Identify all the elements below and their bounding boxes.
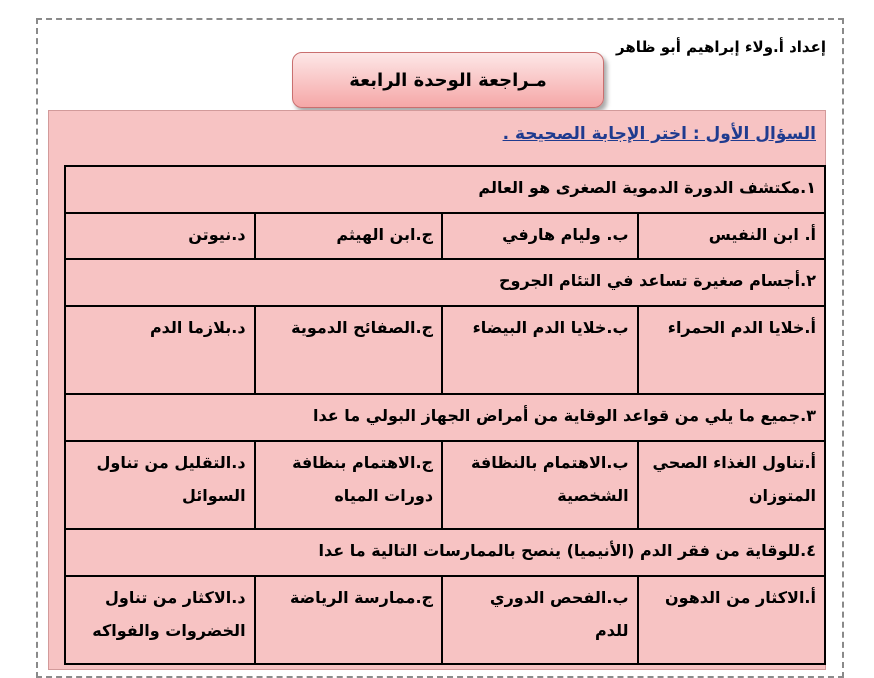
options-row	[65, 213, 825, 259]
option-c[interactable]: ج.الاهتمام بنظافة دورات المياه	[255, 441, 443, 529]
question-text: ٣.جميع ما يلي من قواعد الوقاية من أمراض الجهاز البولي ما عدا	[65, 394, 825, 441]
unit-title: مـراجعة الوحدة الرابعة	[349, 69, 547, 91]
question-heading: السؤال الأول : اختر الإجابة الصحيحة .	[502, 124, 816, 144]
options-row	[65, 441, 825, 529]
unit-title-box	[292, 52, 604, 108]
question-text: ٤.للوقاية من فقر الدم (الأنيميا) ينصح بالممارسات التالية ما عدا	[65, 529, 825, 576]
option-d[interactable]: د.الاكثار من تناول الخضروات والفواكه	[65, 576, 255, 664]
option-a[interactable]: أ.تناول الغذاء الصحي المتوزان	[638, 441, 825, 529]
options-row	[65, 306, 825, 394]
question-row	[65, 394, 825, 441]
question-row	[65, 166, 825, 213]
options-row	[65, 576, 825, 664]
option-b[interactable]: ب.الاهتمام بالنظافة الشخصية	[442, 441, 638, 529]
author-credit: إعداد أ.ولاء إبراهيم أبو ظاهر	[616, 38, 826, 56]
option-c[interactable]: ج.ممارسة الرياضة	[255, 576, 443, 664]
option-d[interactable]: د.التقليل من تناول السوائل	[65, 441, 255, 529]
question-text: ١.مكتشف الدورة الدموية الصغرى هو العالم	[65, 166, 825, 213]
option-b[interactable]: ب.الفحص الدوري للدم	[442, 576, 638, 664]
option-c[interactable]: ج.ابن الهيثم	[255, 213, 443, 259]
option-b[interactable]: ب. وليام هارفي	[442, 213, 638, 259]
option-a[interactable]: أ.خلايا الدم الحمراء	[638, 306, 825, 394]
option-c[interactable]: ج.الصفائح الدموية	[255, 306, 443, 394]
question-row	[65, 259, 825, 306]
quiz-table	[64, 165, 826, 665]
option-d[interactable]: د.نيوتن	[65, 213, 255, 259]
option-d[interactable]: د.بلازما الدم	[65, 306, 255, 394]
question-row	[65, 529, 825, 576]
question-text: ٢.أجسام صغيرة تساعد في التئام الجروح	[65, 259, 825, 306]
option-a[interactable]: أ. ابن النفيس	[638, 213, 825, 259]
option-a[interactable]: أ.الاكثار من الدهون	[638, 576, 825, 664]
option-b[interactable]: ب.خلايا الدم البيضاء	[442, 306, 638, 394]
